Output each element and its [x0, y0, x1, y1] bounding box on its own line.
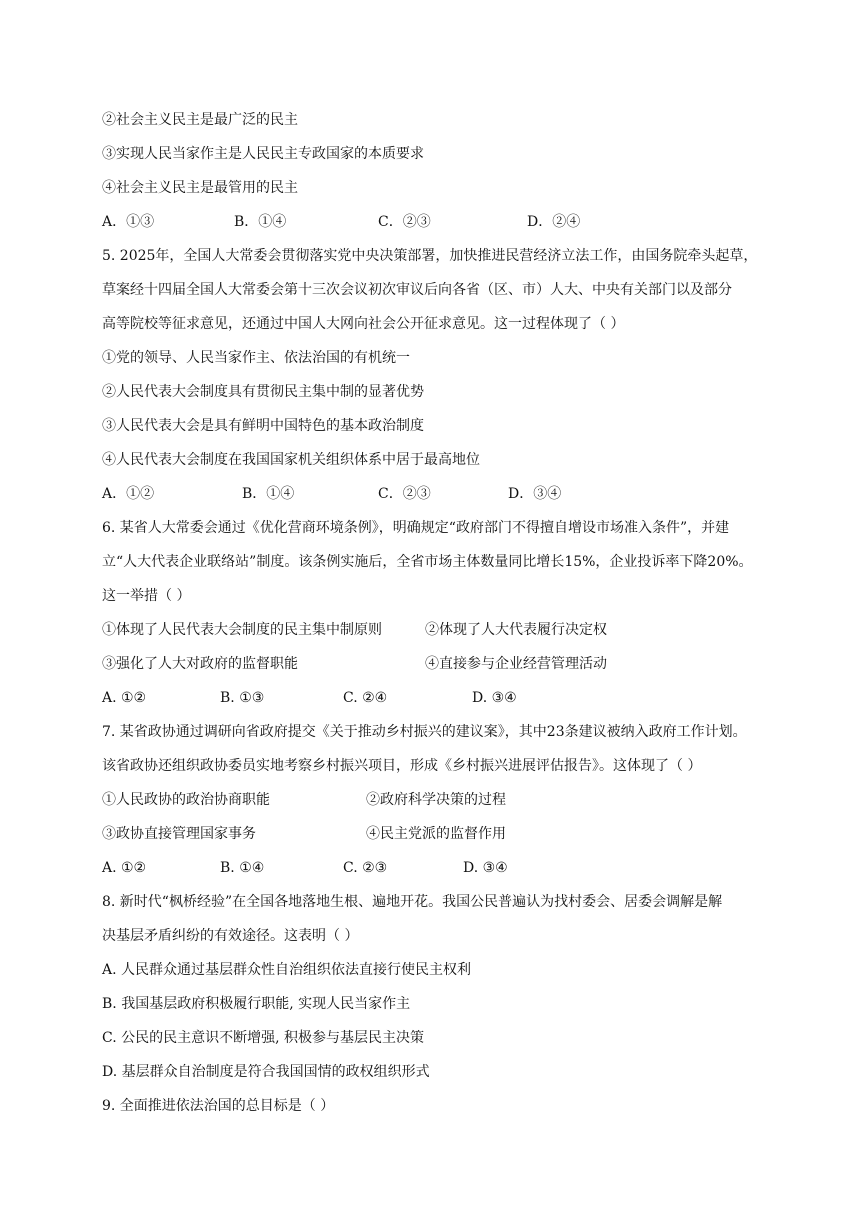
- q5-option-1: ①党的领导、人民当家作主、依法治国的有机统一: [102, 350, 410, 366]
- q8-option-b: B. 我国基层政府积极履行职能, 实现人民当家作主: [102, 996, 411, 1012]
- q7-option-1: ①人民政协的政治协商职能: [102, 792, 270, 808]
- q4-option-4: ④社会主义民主是最管用的民主: [102, 180, 298, 196]
- q4-option-2: ②社会主义民主是最广泛的民主: [102, 112, 298, 128]
- q4-choice-b: B．①④: [234, 214, 287, 230]
- q7-choice-b: B. ①④: [220, 860, 265, 876]
- q5-choice-d: D．③④: [508, 486, 562, 502]
- q6-option-1: ①体现了人民代表大会制度的民主集中制原则: [102, 622, 382, 638]
- q4-choice-d: D．②④: [527, 214, 581, 230]
- q4-choice-a: A．①③: [102, 214, 155, 230]
- q8-option-d: D. 基层群众自治制度是符合我国国情的政权组织形式: [102, 1064, 430, 1080]
- q7-stem-line-1: 7. 某省政协通过调研向省政府提交《关于推动乡村振兴的建议案》，其中23条建议被纳入政府工作计划。: [102, 724, 747, 740]
- q7-choice-a: A. ①②: [102, 860, 147, 876]
- q6-option-3: ③强化了人大对政府的监督职能: [102, 656, 298, 672]
- q4-choice-c: C．②③: [378, 214, 431, 230]
- q7-option-3: ③政协直接管理国家事务: [102, 826, 256, 842]
- q7-choice-c: C. ②③: [343, 860, 388, 876]
- q6-stem-line-3: 这一举措（ ）: [102, 588, 191, 604]
- q6-stem-line-1: 6. 某省人大常委会通过《优化营商环境条例》，明确规定“政府部门不得擅自增设市场准入条件”，并建: [102, 520, 730, 536]
- q8-option-a: A. 人民群众通过基层群众性自治组织依法直接行使民主权利: [102, 962, 472, 978]
- q5-stem-line-1: 5. 2025年，全国人大常委会贯彻落实党中央决策部署，加快推进民营经济立法工作，由国务院牵头起草，: [102, 248, 758, 264]
- q7-stem-line-2: 该省政协还组织政协委员实地考察乡村振兴项目，形成《乡村振兴进展评估报告》。这体现了（ ）: [102, 758, 702, 774]
- q5-choice-c: C．②③: [378, 486, 431, 502]
- q5-option-2: ②人民代表大会制度具有贯彻民主集中制的显著优势: [102, 384, 424, 400]
- q7-option-2: ②政府科学决策的过程: [366, 792, 506, 808]
- q5-choice-a: A．①②: [102, 486, 155, 502]
- q8-option-c: C. 公民的民主意识不断增强, 积极参与基层民主决策: [102, 1030, 425, 1046]
- q5-option-4: ④人民代表大会制度在我国国家机关组织体系中居于最高地位: [102, 452, 480, 468]
- q6-choice-c: C. ②④: [343, 690, 388, 706]
- q5-stem-line-3: 高等院校等征求意见，还通过中国人大网向社会公开征求意见。这一过程体现了（ ）: [102, 316, 625, 332]
- q6-choice-b: B. ①③: [220, 690, 265, 706]
- q8-stem-line-2: 决基层矛盾纠纷的有效途径。这表明（ ）: [102, 928, 359, 944]
- q7-option-4: ④民主党派的监督作用: [366, 826, 506, 842]
- q5-stem-line-2: 草案经十四届全国人大常委会第十三次会议初次审议后向各省（区、市）人大、中央有关部门以及部分: [102, 282, 732, 298]
- q6-option-2: ②体现了人大代表履行决定权: [425, 622, 607, 638]
- q8-stem-line-1: 8. 新时代“枫桥经验”在全国各地落地生根、遍地开花。我国公民普遍认为找村委会、居委会调解是解: [102, 894, 723, 910]
- q6-choice-d: D. ③④: [472, 690, 517, 706]
- q5-option-3: ③人民代表大会是具有鲜明中国特色的基本政治制度: [102, 418, 424, 434]
- q5-choice-b: B．①④: [242, 486, 295, 502]
- q6-option-4: ④直接参与企业经营管理活动: [425, 656, 607, 672]
- q4-option-3: ③实现人民当家作主是人民民主专政国家的本质要求: [102, 146, 424, 162]
- q9-stem: 9. 全面推进依法治国的总目标是（ ）: [102, 1098, 335, 1114]
- q6-stem-line-2: 立“人大代表企业联络站”制度。该条例实施后，全省市场主体数量同比增长15%，企业投诉率下降20%。: [102, 554, 753, 570]
- q6-choice-a: A. ①②: [102, 690, 147, 706]
- q7-choice-d: D. ③④: [463, 860, 508, 876]
